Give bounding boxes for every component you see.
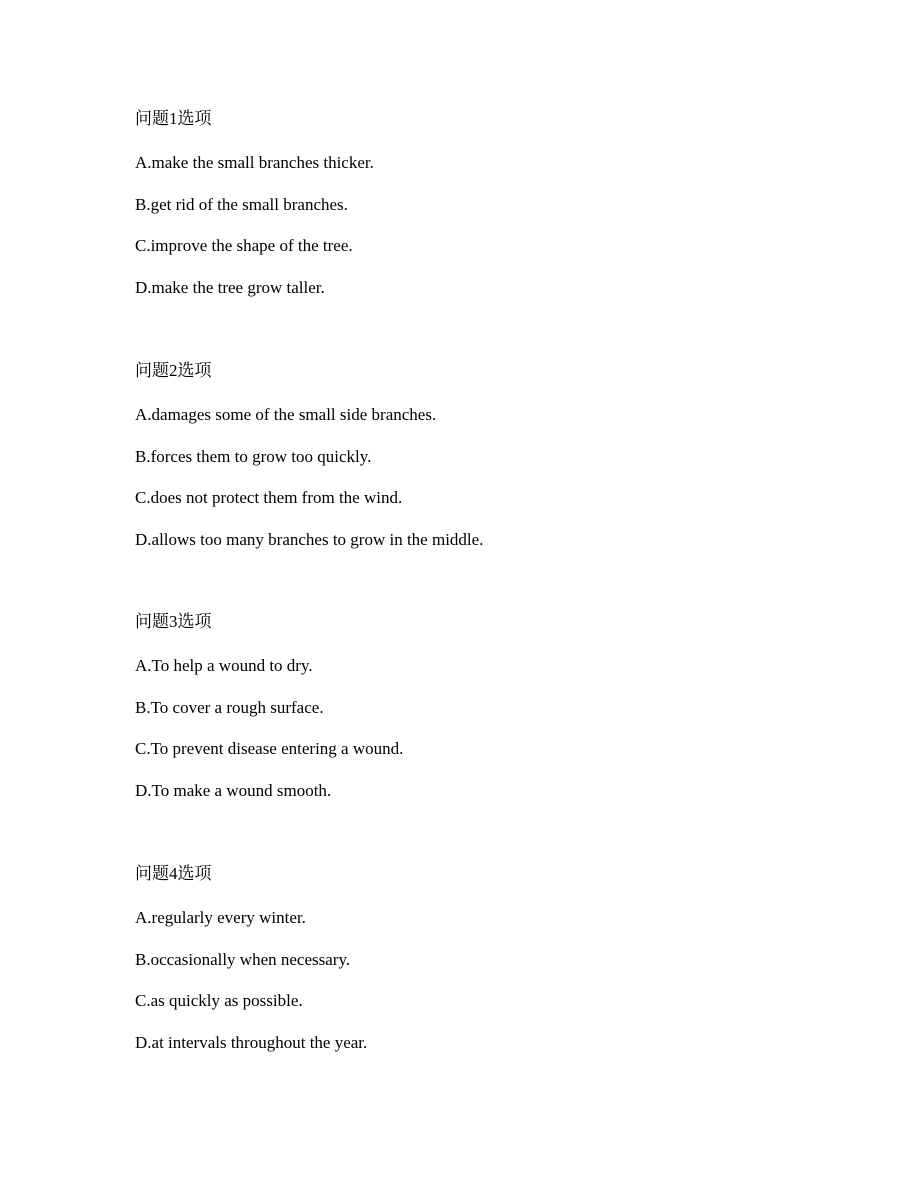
- option-d: D.make the tree grow taller.: [135, 277, 325, 297]
- question-heading: 问题2选项: [135, 361, 212, 380]
- option-a: A.make the small branches thicker.: [135, 153, 374, 172]
- option-b: B.get rid of the small branches.: [135, 194, 348, 214]
- option-d: D.at intervals throughout the year.: [135, 1032, 368, 1052]
- question-heading: 问题4选项: [135, 864, 212, 883]
- option-a: A.To help a wound to dry.: [135, 656, 313, 675]
- option-b: B.To cover a rough surface.: [135, 697, 324, 717]
- question-block-2: [135, 361, 835, 550]
- question-heading: 问题1选项: [135, 109, 212, 128]
- option-a: A.regularly every winter.: [135, 908, 306, 927]
- question-block-3: [135, 612, 835, 801]
- question-block-1: [135, 109, 835, 298]
- option-c: C.as quickly as possible.: [135, 991, 303, 1011]
- question-heading: 问题3选项: [135, 612, 212, 631]
- option-d: D.To make a wound smooth.: [135, 780, 332, 800]
- option-a: A.damages some of the small side branches.: [135, 405, 437, 424]
- option-c: C.does not protect them from the wind.: [135, 488, 403, 508]
- question-block-4: [135, 864, 835, 1053]
- option-b: B.forces them to grow too quickly.: [135, 446, 372, 466]
- option-b: B.occasionally when necessary.: [135, 949, 351, 969]
- option-d: D.allows too many branches to grow in the middle.: [135, 529, 484, 549]
- option-c: C.improve the shape of the tree.: [135, 236, 353, 256]
- option-c: C.To prevent disease entering a wound.: [135, 739, 404, 759]
